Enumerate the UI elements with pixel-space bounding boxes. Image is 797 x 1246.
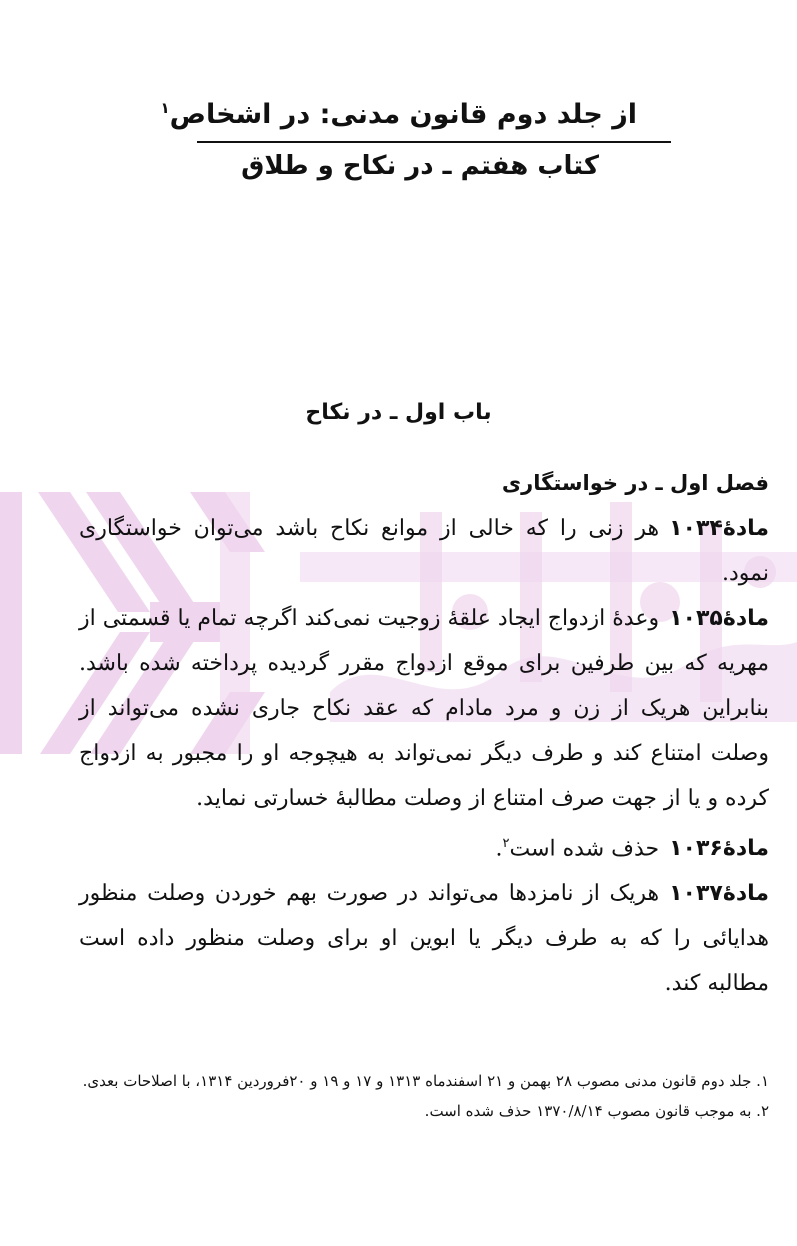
article-text: هر زنی را که خالی از موانع نکاح باشد می‌توان خواستگاری نمود.	[79, 516, 769, 586]
article-1037	[79, 871, 769, 1006]
article-label: مادۀ۱۰۳۵	[669, 606, 769, 631]
article-1036	[79, 821, 769, 871]
article-label: مادۀ۱۰۳۶	[669, 836, 769, 862]
volume-title	[137, 88, 637, 135]
footnote-marker-1: ۱	[160, 99, 170, 117]
article-text: حذف شده است	[509, 836, 660, 862]
title-divider	[197, 141, 671, 143]
volume-title-text: از جلد دوم قانون مدنی: در اشخاص	[169, 99, 637, 130]
articles-body	[79, 506, 769, 1006]
footnote-marker-2: ۲	[502, 836, 510, 851]
article-label: مادۀ۱۰۳۷	[669, 881, 769, 907]
article-text-suffix: .	[495, 836, 503, 862]
chapter-title: باب اول ـ در نکاح	[305, 400, 492, 425]
book-title: کتاب هفتم ـ در نکاح و طلاق	[241, 151, 599, 181]
footnotes	[69, 1066, 769, 1126]
article-label: مادۀ۱۰۳۴	[669, 516, 769, 541]
article-text: وعدۀ ازدواج ایجاد علقۀ زوجیت نمی‌کند اگرچه تمام یا قسمتی از مهریه که بین طرفین برای موقع ازدواج مقرر گردیده پرداخته شده باشد. بنابراین هریک از زن و مرد مادام که عقد نکاح جاری نشده می‌تواند از وصلت امتناع کند و طرف دیگر نمی‌تواند به هیچوجه او را مجبور به ازدواج کرده و یا از جهت صرف امتناع از وصلت مطالبۀ خسارتی نماید.	[78, 606, 770, 811]
footnote-2: ۲. به موجب قانون مصوب ۱۳۷۰/۸/۱۴ حذف شده است.	[424, 1102, 769, 1120]
footnote-1: ۱. جلد دوم قانون مدنی مصوب ۲۸ بهمن و ۲۱ اسفندماه ۱۳۱۳ و ۱۷ و ۱۹ و ۲۰فروردین ۱۳۱۴، با اصلاحات بعدی.	[82, 1072, 769, 1090]
section-title: فصل اول ـ در خواستگاری	[501, 471, 769, 495]
article-1035	[79, 596, 769, 821]
article-text: هریک از نامزدها می‌تواند در صورت بهم خوردن وصلت منظور هدایائی را که به طرف دیگر یا ابوین او برای وصلت منظور داده است مطالبه کند.	[79, 881, 769, 997]
article-1034	[79, 506, 769, 596]
